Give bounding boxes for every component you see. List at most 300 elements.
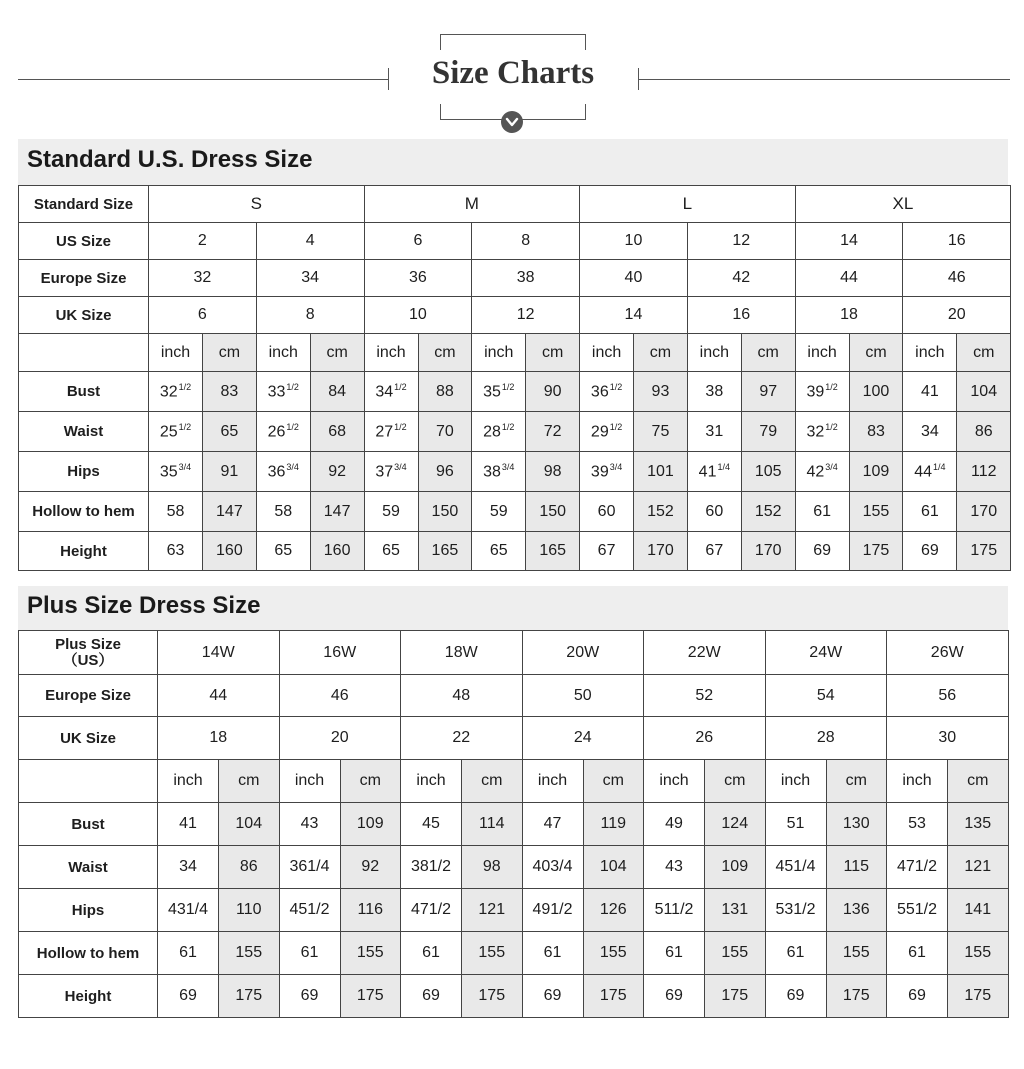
inch-fraction: 3/4 <box>825 461 838 472</box>
row-label: Hips <box>19 889 158 932</box>
unit-inch-cell: inch <box>580 334 634 372</box>
size-value-cell: 38 <box>472 260 580 297</box>
inch-value: 32 <box>806 423 825 441</box>
cm-value-cell: 68 <box>310 412 364 452</box>
units-row <box>19 334 1011 372</box>
inch-value-cell <box>687 412 741 452</box>
row-label: Standard Size <box>19 186 149 223</box>
inch-value-cell: 69 <box>401 975 462 1018</box>
inch-value-cell: 51 <box>765 803 826 846</box>
unit-inch-cell: inch <box>795 334 849 372</box>
header-rule-right <box>638 79 1010 80</box>
inch-value-cell: 551/2 <box>887 889 948 932</box>
size-value-cell: 16W <box>279 631 401 675</box>
inch-value-cell <box>580 372 634 412</box>
inch-value: 41 <box>698 463 717 481</box>
unit-inch-cell: inch <box>687 334 741 372</box>
cm-value-cell: 92 <box>340 846 401 889</box>
inch-value-cell <box>149 372 203 412</box>
plus-size-table <box>18 630 1009 1018</box>
cm-value-cell: 83 <box>849 412 903 452</box>
size-value-cell: 26W <box>887 631 1009 675</box>
inch-value: 69 <box>920 542 939 559</box>
row-label <box>19 631 158 675</box>
unit-cm-cell: cm <box>957 334 1011 372</box>
inch-value: 36 <box>590 383 609 401</box>
size-value-cell: 42 <box>687 260 795 297</box>
inch-value-cell: 451/2 <box>279 889 340 932</box>
cm-value-cell: 112 <box>957 452 1011 492</box>
cm-value-cell: 136 <box>826 889 887 932</box>
inch-value-cell <box>903 412 957 452</box>
inch-fraction: 3/4 <box>178 461 192 472</box>
size-group-cell: S <box>149 186 365 223</box>
inch-value-cell: 61 <box>887 932 948 975</box>
inch-value: 39 <box>806 383 825 401</box>
inch-value-cell: 451/4 <box>765 846 826 889</box>
plus-section-title: Plus Size Dress Size <box>27 592 261 619</box>
inch-value: 29 <box>590 423 609 441</box>
inch-value-cell: 43 <box>644 846 705 889</box>
cm-value-cell: 121 <box>462 889 523 932</box>
inch-value-cell <box>256 532 310 571</box>
inch-value-cell <box>687 492 741 532</box>
inch-fraction: 1/2 <box>609 381 623 392</box>
inch-value-cell: 491/2 <box>522 889 583 932</box>
europe-size-row <box>19 675 1009 717</box>
inch-value-cell <box>687 452 741 492</box>
inch-fraction: 1/2 <box>286 381 299 392</box>
inch-value: 41 <box>920 382 939 400</box>
cm-value-cell: 97 <box>741 372 795 412</box>
measure-row <box>19 532 1011 571</box>
inch-fraction: 3/4 <box>609 461 623 472</box>
cm-value-cell: 109 <box>705 846 766 889</box>
inch-value-cell <box>364 532 418 571</box>
row-label: Bust <box>19 372 149 412</box>
inch-fraction: 3/4 <box>286 461 299 472</box>
inch-value-cell: 471/2 <box>401 889 462 932</box>
measure-row <box>19 803 1009 846</box>
cm-value-cell: 131 <box>705 889 766 932</box>
row-label: Hollow to hem <box>19 492 149 532</box>
inch-value-cell <box>472 412 526 452</box>
size-value-cell: 26 <box>644 717 766 760</box>
unit-cm-cell: cm <box>849 334 903 372</box>
size-value-cell: 10 <box>580 223 688 260</box>
inch-value-cell: 531/2 <box>765 889 826 932</box>
inch-value: 42 <box>806 463 825 481</box>
size-group-cell: XL <box>795 186 1011 223</box>
inch-value-cell <box>580 532 634 571</box>
cm-value-cell: 88 <box>418 372 472 412</box>
unit-cm-cell: cm <box>741 334 795 372</box>
inch-value: 60 <box>597 502 616 520</box>
unit-cm-cell: cm <box>948 760 1009 803</box>
chevron-down-icon <box>501 111 523 133</box>
size-value-cell: 56 <box>887 675 1009 717</box>
size-value-cell: 50 <box>522 675 644 717</box>
unit-inch-cell: inch <box>149 334 203 372</box>
size-value-cell: 18W <box>401 631 523 675</box>
cm-value-cell: 83 <box>203 372 257 412</box>
cm-value-cell: 175 <box>957 532 1011 571</box>
inch-value-cell <box>795 492 849 532</box>
empty-cell <box>19 760 158 803</box>
inch-value-cell <box>687 532 741 571</box>
cm-value-cell: 75 <box>634 412 688 452</box>
unit-inch-cell: inch <box>765 760 826 803</box>
cm-value-cell: 170 <box>957 492 1011 532</box>
unit-inch-cell: inch <box>158 760 219 803</box>
size-value-cell: 30 <box>887 717 1009 760</box>
size-value-cell: 54 <box>765 675 887 717</box>
size-value-cell: 6 <box>149 297 257 334</box>
inch-value: 67 <box>597 542 616 559</box>
size-group-cell: M <box>364 186 580 223</box>
inch-value: 37 <box>375 463 394 481</box>
cm-value-cell: 155 <box>583 932 644 975</box>
size-value-cell: 14W <box>158 631 280 675</box>
inch-value: 25 <box>159 423 178 441</box>
header-rule-left <box>18 79 388 80</box>
size-value-cell: 6 <box>364 223 472 260</box>
standard-size-row <box>19 186 1011 223</box>
inch-value-cell: 511/2 <box>644 889 705 932</box>
cm-value-cell: 155 <box>849 492 903 532</box>
inch-value-cell <box>364 452 418 492</box>
unit-inch-cell: inch <box>472 334 526 372</box>
inch-value-cell <box>256 412 310 452</box>
cm-value-cell: 119 <box>583 803 644 846</box>
inch-value: 32 <box>159 383 178 401</box>
cm-value-cell: 98 <box>526 452 580 492</box>
cm-value-cell: 115 <box>826 846 887 889</box>
inch-value: 61 <box>813 502 831 520</box>
inch-value-cell <box>903 452 957 492</box>
row-label: Hollow to hem <box>19 932 158 975</box>
inch-value-cell <box>795 452 849 492</box>
unit-cm-cell: cm <box>340 760 401 803</box>
cm-value-cell: 93 <box>634 372 688 412</box>
inch-value-cell <box>364 372 418 412</box>
inch-fraction: 1/2 <box>394 381 407 392</box>
unit-cm-cell: cm <box>526 334 580 372</box>
measure-row <box>19 975 1009 1018</box>
size-value-cell: 44 <box>158 675 280 717</box>
inch-value-cell <box>903 372 957 412</box>
inch-value: 35 <box>159 463 178 481</box>
header-frame-top <box>440 34 586 50</box>
cm-value-cell: 175 <box>462 975 523 1018</box>
unit-cm-cell: cm <box>310 334 364 372</box>
cm-value-cell: 147 <box>203 492 257 532</box>
unit-cm-cell: cm <box>826 760 887 803</box>
inch-value-cell: 34 <box>158 846 219 889</box>
inch-value: 31 <box>705 422 724 440</box>
inch-value: 63 <box>166 542 185 559</box>
inch-value-cell <box>903 492 957 532</box>
cm-value-cell: 135 <box>948 803 1009 846</box>
unit-inch-cell: inch <box>644 760 705 803</box>
cm-value-cell: 175 <box>583 975 644 1018</box>
unit-cm-cell: cm <box>203 334 257 372</box>
inch-value: 59 <box>382 502 400 520</box>
size-value-cell: 46 <box>279 675 401 717</box>
inch-value-cell <box>580 492 634 532</box>
inch-value-cell <box>149 492 203 532</box>
cm-value-cell: 150 <box>526 492 580 532</box>
cm-value-cell: 104 <box>957 372 1011 412</box>
cm-value-cell: 175 <box>340 975 401 1018</box>
measure-row <box>19 412 1011 452</box>
inch-value-cell: 45 <box>401 803 462 846</box>
cm-value-cell: 165 <box>418 532 472 571</box>
cm-value-cell: 92 <box>310 452 364 492</box>
unit-inch-cell: inch <box>887 760 948 803</box>
row-label: Waist <box>19 846 158 889</box>
inch-value: 36 <box>267 463 286 481</box>
cm-value-cell: 86 <box>957 412 1011 452</box>
inch-value-cell: 431/4 <box>158 889 219 932</box>
cm-value-cell: 170 <box>741 532 795 571</box>
inch-value-cell <box>149 532 203 571</box>
cm-value-cell: 155 <box>219 932 280 975</box>
inch-value: 38 <box>705 382 724 400</box>
inch-value: 27 <box>375 423 394 441</box>
size-value-cell: 52 <box>644 675 766 717</box>
inch-value: 65 <box>382 542 400 559</box>
inch-value-cell: 361/4 <box>279 846 340 889</box>
row-label: UK Size <box>19 297 149 334</box>
unit-inch-cell: inch <box>401 760 462 803</box>
cm-value-cell: 155 <box>948 932 1009 975</box>
cm-value-cell: 175 <box>826 975 887 1018</box>
size-value-cell: 32 <box>149 260 257 297</box>
inch-fraction: 1/2 <box>394 421 407 432</box>
inch-value: 60 <box>705 502 724 520</box>
size-value-cell: 12 <box>472 297 580 334</box>
inch-value-cell: 69 <box>765 975 826 1018</box>
cm-value-cell: 155 <box>826 932 887 975</box>
inch-value-cell: 403/4 <box>522 846 583 889</box>
inch-value-cell <box>687 372 741 412</box>
inch-value: 61 <box>920 502 939 520</box>
inch-value-cell: 53 <box>887 803 948 846</box>
inch-value: 44 <box>914 463 932 481</box>
inch-fraction: 1/2 <box>825 421 838 432</box>
row-label-line2: （US） <box>62 651 114 669</box>
inch-fraction: 1/2 <box>501 421 515 432</box>
size-value-cell: 48 <box>401 675 523 717</box>
inch-value-cell: 69 <box>158 975 219 1018</box>
inch-value-cell <box>472 532 526 571</box>
cm-value-cell: 96 <box>418 452 472 492</box>
row-label: US Size <box>19 223 149 260</box>
inch-value-cell <box>364 492 418 532</box>
standard-section-title: Standard U.S. Dress Size <box>27 146 313 173</box>
inch-value: 58 <box>166 502 185 520</box>
inch-value-cell <box>795 532 849 571</box>
inch-value-cell: 61 <box>158 932 219 975</box>
inch-fraction: 1/4 <box>717 461 730 472</box>
cm-value-cell: 175 <box>849 532 903 571</box>
inch-value-cell <box>795 372 849 412</box>
cm-value-cell: 130 <box>826 803 887 846</box>
size-value-cell: 34 <box>256 260 364 297</box>
size-group-cell: L <box>580 186 796 223</box>
inch-value: 58 <box>274 502 293 520</box>
unit-cm-cell: cm <box>462 760 523 803</box>
inch-value-cell: 471/2 <box>887 846 948 889</box>
cm-value-cell: 90 <box>526 372 580 412</box>
plus-size-row <box>19 631 1009 675</box>
inch-fraction: 3/4 <box>394 461 407 472</box>
inch-value: 69 <box>813 542 831 559</box>
size-value-cell: 14 <box>580 297 688 334</box>
size-value-cell: 20W <box>522 631 644 675</box>
inch-fraction: 1/2 <box>501 381 515 392</box>
measure-row <box>19 452 1011 492</box>
unit-cm-cell: cm <box>705 760 766 803</box>
inch-value-cell: 381/2 <box>401 846 462 889</box>
size-value-cell: 44 <box>795 260 903 297</box>
size-value-cell: 18 <box>795 297 903 334</box>
inch-value-cell <box>472 452 526 492</box>
header-tick-right <box>638 68 639 90</box>
inch-value-cell <box>256 492 310 532</box>
size-value-cell: 8 <box>256 297 364 334</box>
cm-value-cell: 175 <box>948 975 1009 1018</box>
inch-fraction: 1/2 <box>286 421 299 432</box>
inch-value-cell: 47 <box>522 803 583 846</box>
inch-value: 38 <box>483 463 501 481</box>
cm-value-cell: 86 <box>219 846 280 889</box>
cm-value-cell: 109 <box>340 803 401 846</box>
size-value-cell: 40 <box>580 260 688 297</box>
inch-value-cell <box>256 372 310 412</box>
inch-value-cell: 49 <box>644 803 705 846</box>
inch-value-cell <box>472 372 526 412</box>
unit-inch-cell: inch <box>522 760 583 803</box>
size-value-cell: 2 <box>149 223 257 260</box>
inch-value-cell: 61 <box>522 932 583 975</box>
cm-value-cell: 65 <box>203 412 257 452</box>
inch-fraction: 3/4 <box>501 461 515 472</box>
measure-row <box>19 846 1009 889</box>
inch-value: 33 <box>267 383 286 401</box>
size-value-cell: 8 <box>472 223 580 260</box>
size-value-cell: 12 <box>687 223 795 260</box>
cm-value-cell: 124 <box>705 803 766 846</box>
unit-cm-cell: cm <box>219 760 280 803</box>
cm-value-cell: 114 <box>462 803 523 846</box>
cm-value-cell: 104 <box>219 803 280 846</box>
size-value-cell: 16 <box>687 297 795 334</box>
cm-value-cell: 110 <box>219 889 280 932</box>
inch-value-cell: 61 <box>279 932 340 975</box>
unit-cm-cell: cm <box>583 760 644 803</box>
cm-value-cell: 155 <box>705 932 766 975</box>
measure-row <box>19 889 1009 932</box>
row-label: Height <box>19 975 158 1018</box>
inch-value-cell: 69 <box>644 975 705 1018</box>
inch-fraction: 1/2 <box>609 421 623 432</box>
size-value-cell: 18 <box>158 717 280 760</box>
inch-value-cell: 69 <box>522 975 583 1018</box>
inch-value: 34 <box>920 422 939 440</box>
unit-cm-cell: cm <box>634 334 688 372</box>
inch-value: 26 <box>267 423 286 441</box>
measure-row <box>19 492 1011 532</box>
cm-value-cell: 152 <box>741 492 795 532</box>
cm-value-cell: 126 <box>583 889 644 932</box>
inch-value-cell: 61 <box>401 932 462 975</box>
cm-value-cell: 116 <box>340 889 401 932</box>
inch-value: 65 <box>274 542 293 559</box>
uk-size-row <box>19 297 1011 334</box>
inch-value-cell <box>580 412 634 452</box>
cm-value-cell: 104 <box>583 846 644 889</box>
row-label: Europe Size <box>19 260 149 297</box>
cm-value-cell: 100 <box>849 372 903 412</box>
inch-value: 59 <box>489 502 508 520</box>
unit-cm-cell: cm <box>418 334 472 372</box>
unit-inch-cell: inch <box>279 760 340 803</box>
cm-value-cell: 165 <box>526 532 580 571</box>
units-row <box>19 760 1009 803</box>
row-label: Bust <box>19 803 158 846</box>
inch-value-cell: 69 <box>887 975 948 1018</box>
cm-value-cell: 91 <box>203 452 257 492</box>
size-value-cell: 24 <box>522 717 644 760</box>
size-value-cell: 36 <box>364 260 472 297</box>
size-value-cell: 16 <box>903 223 1011 260</box>
cm-value-cell: 160 <box>203 532 257 571</box>
row-label: UK Size <box>19 717 158 760</box>
europe-size-row <box>19 260 1011 297</box>
inch-value-cell <box>149 452 203 492</box>
inch-fraction: 1/4 <box>933 461 946 472</box>
row-label: Europe Size <box>19 675 158 717</box>
cm-value-cell: 155 <box>340 932 401 975</box>
inch-value-cell <box>903 532 957 571</box>
cm-value-cell: 79 <box>741 412 795 452</box>
inch-value-cell <box>256 452 310 492</box>
inch-value: 35 <box>483 383 501 401</box>
cm-value-cell: 101 <box>634 452 688 492</box>
unit-inch-cell: inch <box>903 334 957 372</box>
cm-value-cell: 109 <box>849 452 903 492</box>
unit-inch-cell: inch <box>256 334 310 372</box>
uk-size-row <box>19 717 1009 760</box>
cm-value-cell: 175 <box>219 975 280 1018</box>
unit-inch-cell: inch <box>364 334 418 372</box>
row-label: Height <box>19 532 149 571</box>
size-value-cell: 20 <box>903 297 1011 334</box>
page-title: Size Charts <box>431 55 595 91</box>
cm-value-cell: 175 <box>705 975 766 1018</box>
inch-value-cell: 41 <box>158 803 219 846</box>
cm-value-cell: 84 <box>310 372 364 412</box>
inch-value-cell <box>580 452 634 492</box>
inch-value: 67 <box>705 542 724 559</box>
cm-value-cell: 98 <box>462 846 523 889</box>
cm-value-cell: 160 <box>310 532 364 571</box>
cm-value-cell: 141 <box>948 889 1009 932</box>
standard-size-table <box>18 185 1011 571</box>
cm-value-cell: 170 <box>634 532 688 571</box>
